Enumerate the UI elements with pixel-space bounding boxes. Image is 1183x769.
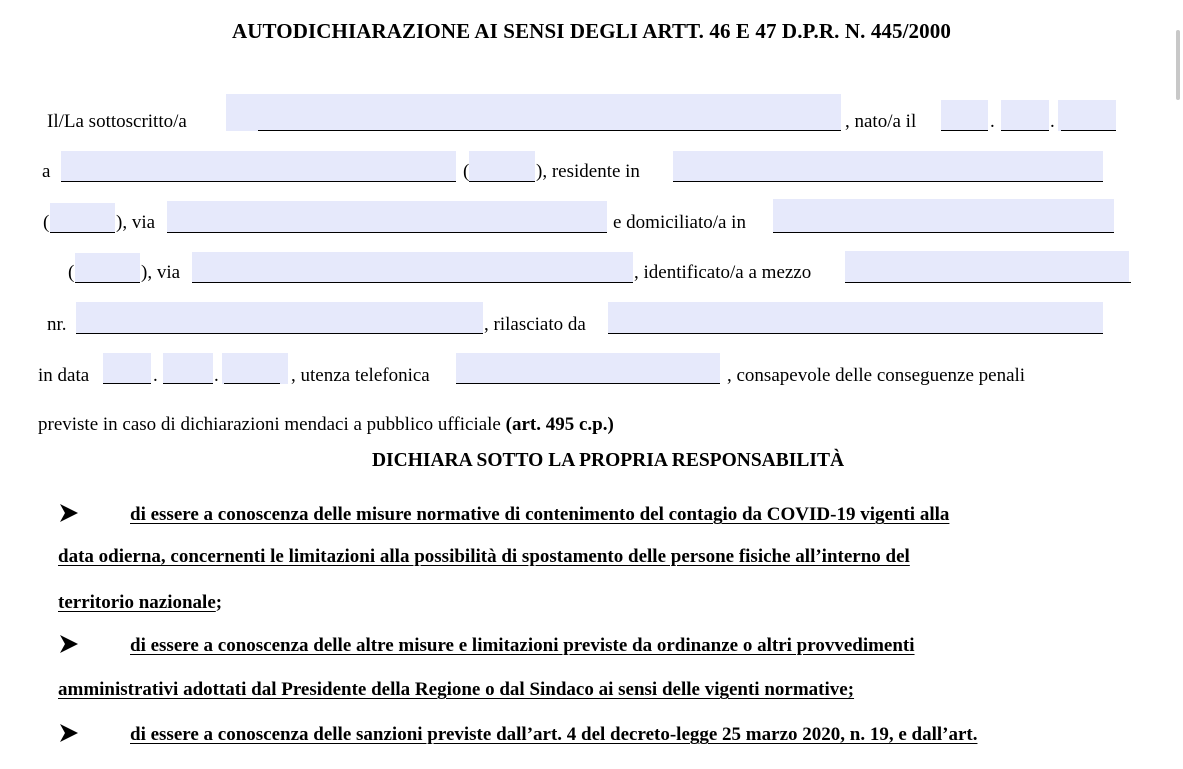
a-label: a bbox=[42, 161, 51, 182]
paren-open: ( bbox=[43, 212, 50, 233]
residence-street-underline bbox=[167, 232, 607, 233]
residence-street-field[interactable] bbox=[167, 201, 607, 233]
issued-by-underline bbox=[608, 333, 1103, 334]
birth-year-underline bbox=[1061, 130, 1116, 131]
domicile-city-field[interactable] bbox=[773, 199, 1114, 233]
birth-day-underline bbox=[941, 130, 988, 131]
via-label: ), via bbox=[116, 212, 156, 233]
via-label: ), via bbox=[141, 262, 181, 283]
date-separator: . bbox=[990, 111, 995, 132]
phone-underline bbox=[456, 383, 720, 384]
identificato-label: , identificato/a a mezzo bbox=[634, 262, 812, 283]
nr-label: nr. bbox=[47, 314, 67, 335]
bullet-2-line-2: amministrativi adottati dal Presidente della Regione o dal Sindaco ai sensi delle vigenti normative; bbox=[58, 679, 855, 700]
birthplace-field[interactable] bbox=[61, 151, 456, 182]
utenza-label: , utenza telefonica bbox=[291, 365, 430, 386]
id-document-underline bbox=[845, 282, 1131, 283]
document-title: AUTODICHIARAZIONE AI SENSI DEGLI ARTT. 46 E 47 D.P.R. N. 445/2000 bbox=[232, 19, 951, 43]
domicile-province-field[interactable] bbox=[75, 253, 140, 283]
bullet-1-line-1: di essere a conoscenza delle misure normative di contenimento del contagio da COVID-19 vigenti alla bbox=[130, 504, 950, 525]
phone-field[interactable] bbox=[456, 353, 720, 384]
id-document-field[interactable] bbox=[845, 251, 1129, 283]
bullet-1-end: ; bbox=[215, 592, 223, 613]
date-separator: . bbox=[1050, 111, 1055, 132]
birth-month-underline bbox=[1001, 130, 1049, 131]
birth-province-field[interactable] bbox=[469, 151, 535, 182]
birth-month-field[interactable] bbox=[1001, 100, 1049, 131]
date-separator: . bbox=[153, 365, 158, 386]
arrow-bullet-icon bbox=[59, 503, 79, 523]
arrow-bullet-icon bbox=[59, 634, 79, 654]
residence-province-field[interactable] bbox=[50, 203, 115, 233]
issued-by-field[interactable] bbox=[608, 302, 1103, 334]
bullet-3-line-1: di essere a conoscenza delle sanzioni previste dall’art. 4 del decreto-legge 25 marzo 2020, n. 19, e dall’art. bbox=[130, 724, 978, 745]
issue-day-underline bbox=[103, 383, 151, 384]
birth-day-field[interactable] bbox=[941, 100, 988, 131]
consapevole-text: , consapevole delle conseguenze penali bbox=[727, 365, 1026, 386]
bullet-1-line-3: territorio nazionale bbox=[58, 592, 216, 613]
domicile-city-underline bbox=[773, 232, 1114, 233]
dichiara-heading: DICHIARA SOTTO LA PROPRIA RESPONSABILITÀ bbox=[371, 450, 845, 471]
nato-label: , nato/a il bbox=[845, 111, 917, 132]
residence-city-field[interactable] bbox=[673, 151, 1103, 182]
birth-year-field[interactable] bbox=[1058, 100, 1116, 131]
paren-open: ( bbox=[68, 262, 75, 283]
in-data-label: in data bbox=[38, 365, 90, 386]
birthplace-underline bbox=[61, 181, 456, 182]
bullet-2-line-1: di essere a conoscenza delle altre misure e limitazioni previste da ordinanze o altri provvedimenti bbox=[130, 635, 915, 656]
bullet-1-line-3-wrap bbox=[58, 591, 222, 615]
document-number-field[interactable] bbox=[76, 302, 483, 334]
previste-text: previste in caso di dichiarazioni mendaci a pubblico ufficiale (art. 495 c.p.) bbox=[38, 414, 614, 435]
arrow-bullet-icon bbox=[59, 723, 79, 743]
name-underline bbox=[258, 130, 841, 131]
art-495-reference: (art. 495 c.p.) bbox=[505, 414, 614, 435]
document-number-underline bbox=[76, 333, 483, 334]
residence-province-underline bbox=[50, 232, 115, 233]
domicile-province-underline bbox=[75, 282, 140, 283]
name-field[interactable] bbox=[226, 94, 841, 131]
sottoscritto-label: Il/La sottoscritto/a bbox=[47, 111, 187, 132]
date-separator: . bbox=[214, 365, 219, 386]
domicile-street-underline bbox=[192, 282, 633, 283]
residente-label: ), residente in bbox=[536, 161, 640, 182]
residence-city-underline bbox=[673, 181, 1103, 182]
domiciliato-label: e domiciliato/a in bbox=[613, 212, 746, 233]
issue-month-field[interactable] bbox=[163, 353, 213, 384]
issue-month-underline bbox=[163, 383, 213, 384]
issue-year-field[interactable] bbox=[222, 353, 288, 384]
issue-day-field[interactable] bbox=[103, 353, 151, 384]
domicile-street-field[interactable] bbox=[192, 252, 633, 283]
birth-province-underline bbox=[469, 181, 535, 182]
bullet-1-line-2: data odierna, concernenti le limitazioni alla possibilità di spostamento delle persone fisiche all’interno del bbox=[58, 546, 910, 567]
issue-year-underline bbox=[224, 383, 280, 384]
paren-open: ( bbox=[463, 161, 470, 182]
rilasciato-label: , rilasciato da bbox=[484, 314, 586, 335]
